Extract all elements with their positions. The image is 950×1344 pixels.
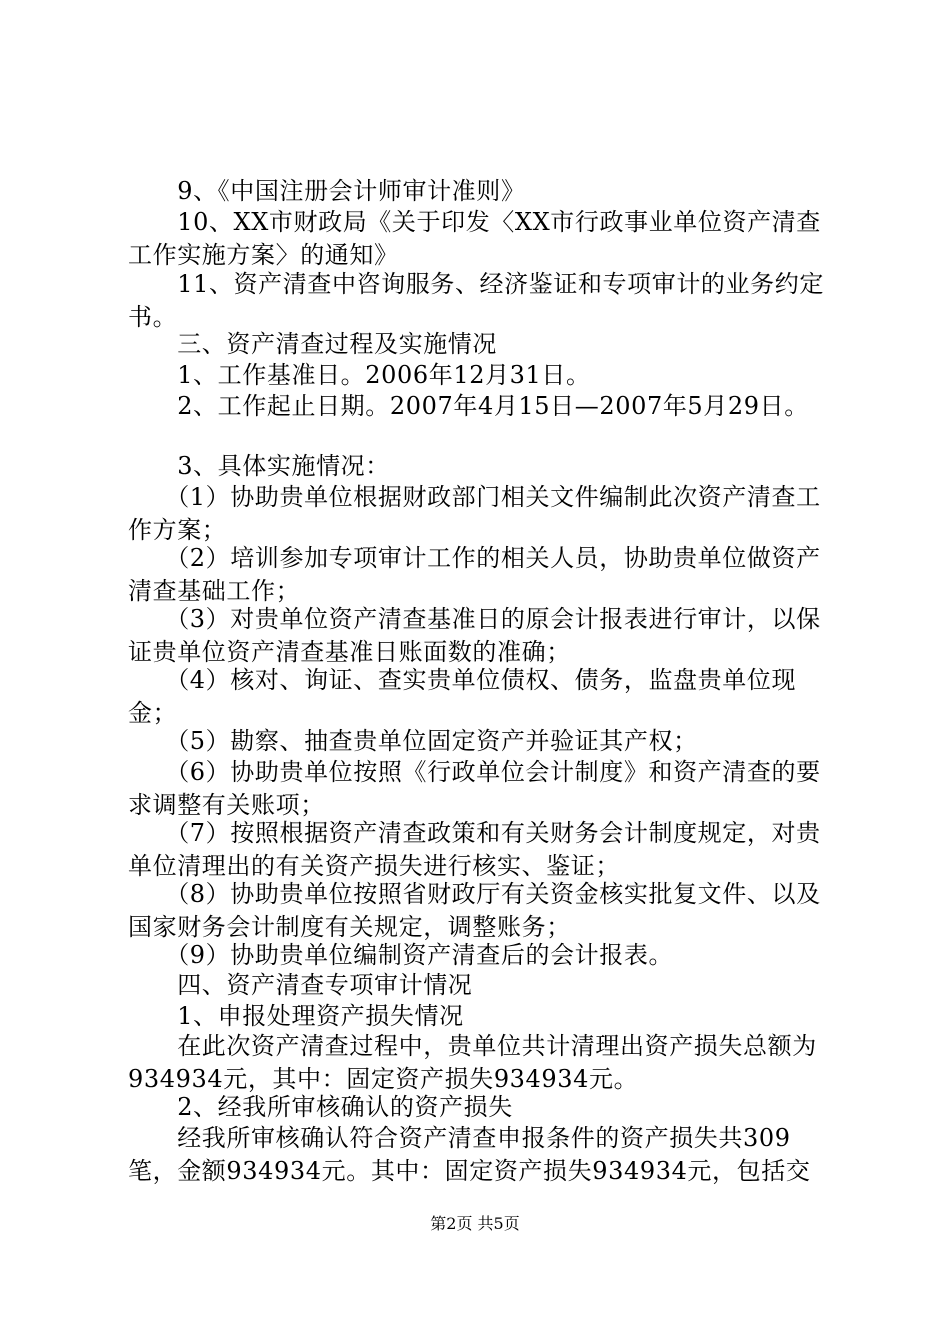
paragraph-3: 11、资产清查中咨询服务、经济鉴证和专项审计的业务约定书。 [128, 270, 824, 331]
paragraph-2: 10、XX市财政局《关于印发〈XX市行政事业单位资产清查工作实施方案〉的通知》 [128, 208, 821, 269]
paragraph-6: 2、工作起止日期。2007年4月15日—2007年5月29日。 [128, 392, 809, 420]
section-heading-4: 四、资产清查专项审计情况 [128, 971, 473, 999]
paragraph-20: 2、经我所审核确认的资产损失 [128, 1093, 513, 1121]
page-footer [0, 1214, 950, 1234]
paragraph-18: 1、申报处理资产损失情况 [128, 1002, 464, 1030]
paragraph-5: 1、工作基准日。2006年12月31日。 [128, 361, 591, 389]
paragraph-1: 9、《中国注册会计师审计准则》 [128, 177, 526, 205]
paragraph-21: 经我所审核确认符合资产清查申报条件的资产损失共309笔，金额934934元。其中：固定资产损失934934元，包括交 [128, 1124, 811, 1185]
paragraph-19: 在此次资产清查过程中，贵单位共计清理出资产损失总额为934934元，其中：固定资产损失934934元。 [128, 1032, 817, 1093]
paragraph-12: （5）勘察、抽查贵单位固定资产并验证其产权； [128, 727, 698, 755]
paragraph-11: （4）核对、询证、查实贵单位债权、债务，监盘贵单位现金； [128, 666, 797, 727]
paragraph-15: （8）协助贵单位按照省财政厅有关资金核实批复文件、以及国家财务会计制度有关规定，调整账务； [128, 880, 821, 941]
paragraph-13: （6）协助贵单位按照《行政单位会计制度》和资产清查的要求调整有关账项； [128, 758, 821, 819]
section-heading-3: 三、资产清查过程及实施情况 [128, 330, 497, 358]
paragraph-16: （9）协助贵单位编制资产清查后的会计报表。 [128, 941, 674, 969]
page-number-label: 第2页 共5页 [430, 1214, 520, 1233]
paragraph-8: （1）协助贵单位根据财政部门相关文件编制此次资产清查工作方案； [128, 483, 821, 544]
paragraph-14: （7）按照根据资产清查政策和有关财务会计制度规定，对贵单位清理出的有关资产损失进行核实、鉴证； [128, 819, 821, 880]
paragraph-9: （2）培训参加专项审计工作的相关人员，协助贵单位做资产清查基础工作； [128, 544, 821, 605]
paragraph-10: （3）对贵单位资产清查基准日的原会计报表进行审计，以保证贵单位资产清查基准日账面数的准确； [128, 605, 821, 666]
paragraph-7: 3、具体实施情况： [128, 452, 390, 480]
